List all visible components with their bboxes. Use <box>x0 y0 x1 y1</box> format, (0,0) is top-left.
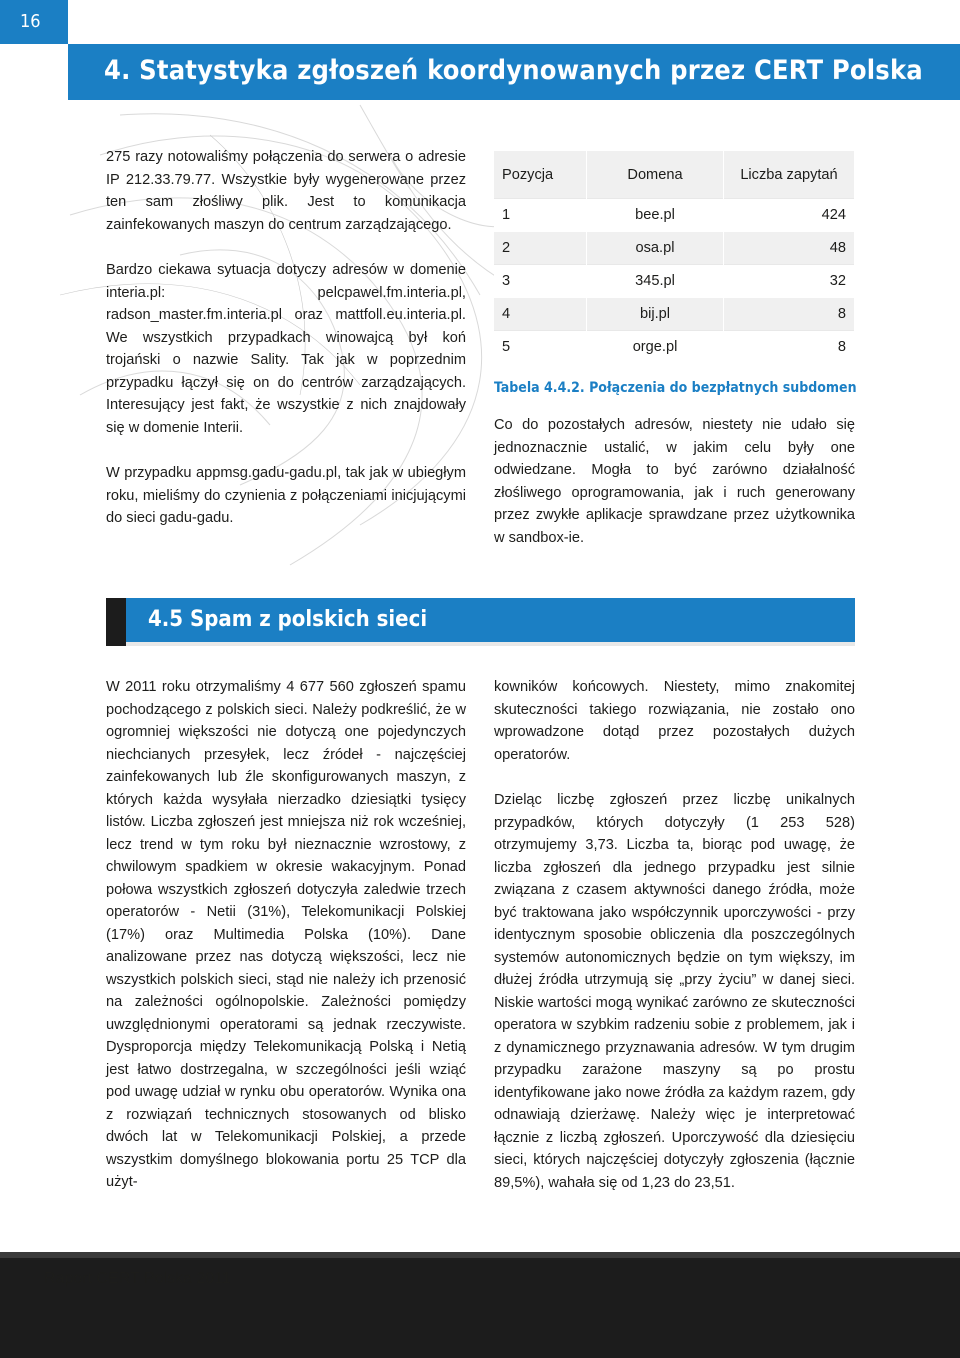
top-bar <box>68 0 960 44</box>
cell-position: 2 <box>494 232 587 265</box>
chapter-title: 4. Statystyka zgłoszeń koordynowanych przez CERT Polska <box>104 55 923 86</box>
bottom-left-column <box>106 676 466 1194</box>
section-header-underline <box>126 642 855 646</box>
footer-rule <box>0 1252 960 1258</box>
cell-position: 4 <box>494 298 587 331</box>
cell-count: 8 <box>724 298 855 331</box>
header-query-count: Liczba zapytań <box>724 151 855 199</box>
paragraph: Bardzo ciekawa sytuacja dotyczy adresów w domenie interia.pl: pelcpawel.fm.interia.pl, radson_master.fm.interia.pl oraz mattfoll.eu.interia.pl. We wszystkich przypadkach winowajcą był koń trojański o nazwie Sality. Tak jak w poprzednim przypadku łączył się on do centrów zarządzających. Interesujący jest fakt, że wszystkie z nich znajdowały się w domenie Interii. <box>106 262 466 436</box>
paragraph: Co do pozostałych adresów, niestety nie udało się jednoznacznie ustalić, w jakim celu były one odwiedzane. Mogła to być zarówno działalność złośliwego oprogramowania, jak i ruch generowany przez zwykłe aplikacje sprawdzane przez użytkownika w sandbox-ie. <box>494 417 855 546</box>
cell-count: 48 <box>724 232 855 265</box>
cell-count: 8 <box>724 331 855 364</box>
cell-count: 32 <box>724 265 855 298</box>
cell-domain: bij.pl <box>587 298 724 331</box>
page-number: 16 <box>0 0 68 44</box>
section-header-bar <box>106 598 855 646</box>
paragraph: 275 razy notowaliśmy połączenia do serwera o adresie IP 212.33.79.77. Wszystkie były wygenerowane przez ten sam złośliwy plik. Jest to komunikacja zainfekowanych maszyn do centrum zarządzającego. <box>106 149 466 233</box>
footer-band <box>0 1252 960 1358</box>
top-left-column <box>106 146 466 530</box>
top-right-column <box>494 414 855 549</box>
table-row <box>494 298 855 331</box>
table-header-row <box>494 151 855 199</box>
table-caption: Tabela 4.4.2. Połączenia do bezpłatnych subdomen <box>494 380 857 396</box>
subdomain-table <box>494 151 855 363</box>
header-position: Pozycja <box>494 151 587 199</box>
chapter-title-bar <box>68 44 960 100</box>
header-domain: Domena <box>587 151 724 199</box>
table-row <box>494 331 855 364</box>
table-row <box>494 232 855 265</box>
paragraph: Dzieląc liczbę zgłoszeń przez liczbę unikalnych przypadków, których dotyczyły (1 253 528) otrzymujemy 3,73. Liczba ta, biorąc pod uwagę, że liczba zgłoszeń dla jednego przypadku jest silnie związana z czasem aktywności danego źródła, może być traktowana jako współczynnik uporczywości - przy identycznym sposobie obliczenia dla poszczególnych systemów autonomicznych będzie on tym większy, im dłużej źródła utrzymują się „przy życiu” w danej sieci. Niskie wartości mogą wynikać zarówno ze skuteczności operatora w szybkim radzeniu sobie z problemem, jak i z dynamicznego przyznawania adresów. W tym drugim przypadku zarażone maszyny są po prostu identyfikowane jako nowe źródła za każdym razem, gdy odnawiają dzierżawę. Należy więc je interpretować łącznie z liczbą zgłoszeń. Uporczywość dla dziesięciu sieci, których najczęściej dotyczyły zgłoszenia (łącznie 89,5%), wahała się od 1,23 do 23,51. <box>494 792 855 1191</box>
cell-position: 3 <box>494 265 587 298</box>
paragraph: W 2011 roku otrzymaliśmy 4 677 560 zgłoszeń spamu pochodzącego z polskich sieci. Należy podkreślić, że w ogromniej większości nie dotyczą one pojedynczych niechcianych przesyłek, lecz źródeł - najczęściej zainfekowanych lub źle skonfigurowanych maszyn, z których każda wysyłała nierzadko dziesiątki tysięcy listów. Liczba zgłoszeń jest mniejsza niż rok wcześniej, lecz trend w tym roku był nieznacznie wzrostowy, z chwilowym spadkiem w okresie wakacyjnym. Ponad połowa wszystkich zgłoszeń dotyczyła zaledwie trzech operatorów - Netii (31%), Telekomunikacji Polskiej (17%) oraz Multimedia Polska (10%). Dane analizowane przez nas dotyczą większości, lecz nie wszystkich polskich sieci, stąd nie należy ich przenosić na zależności ogólnopolskie. Zależności pomiędzy uwzględnionymi operatorami są jednak rzeczywiste. Dysproporcja między Telekomunikacją Polską i Netią jest łatwo dostrzegalna, w szczególności jeśli wziąć pod uwagę udział w rynku obu operatorów. Wynika ona z rozwiązań technicznych stosowanych od blisko dwóch lat w Telekomunikacji Polskiej, a przede wszystkim domyślnego blokowania portu 25 TCP dla użyt- <box>106 679 466 1190</box>
footer-report-title: Raport CERT Polska 2011 <box>44 1270 231 1287</box>
cell-domain: bee.pl <box>587 199 724 232</box>
paragraph: W przypadku appmsg.gadu-gadu.pl, tak jak w ubiegłym roku, mieliśmy do czynienia z połączeniami inicjującymi do sieci gadu-gadu. <box>106 465 466 526</box>
cell-position: 5 <box>494 331 587 364</box>
cell-domain: osa.pl <box>587 232 724 265</box>
paragraph: kowników końcowych. Niestety, mimo znakomitej skuteczności takiego rozwiązania, nie zostało ono wprowadzone dotąd przez pozostałych dużych operatorów. <box>494 679 855 763</box>
bottom-right-column <box>494 676 855 1194</box>
cell-domain: orge.pl <box>587 331 724 364</box>
cell-count: 424 <box>724 199 855 232</box>
cell-domain: 345.pl <box>587 265 724 298</box>
section-header-accent-block <box>106 598 126 646</box>
section-title: 4.5 Spam z polskich sieci <box>148 607 428 632</box>
cell-position: 1 <box>494 199 587 232</box>
table-row <box>494 265 855 298</box>
table-row <box>494 199 855 232</box>
